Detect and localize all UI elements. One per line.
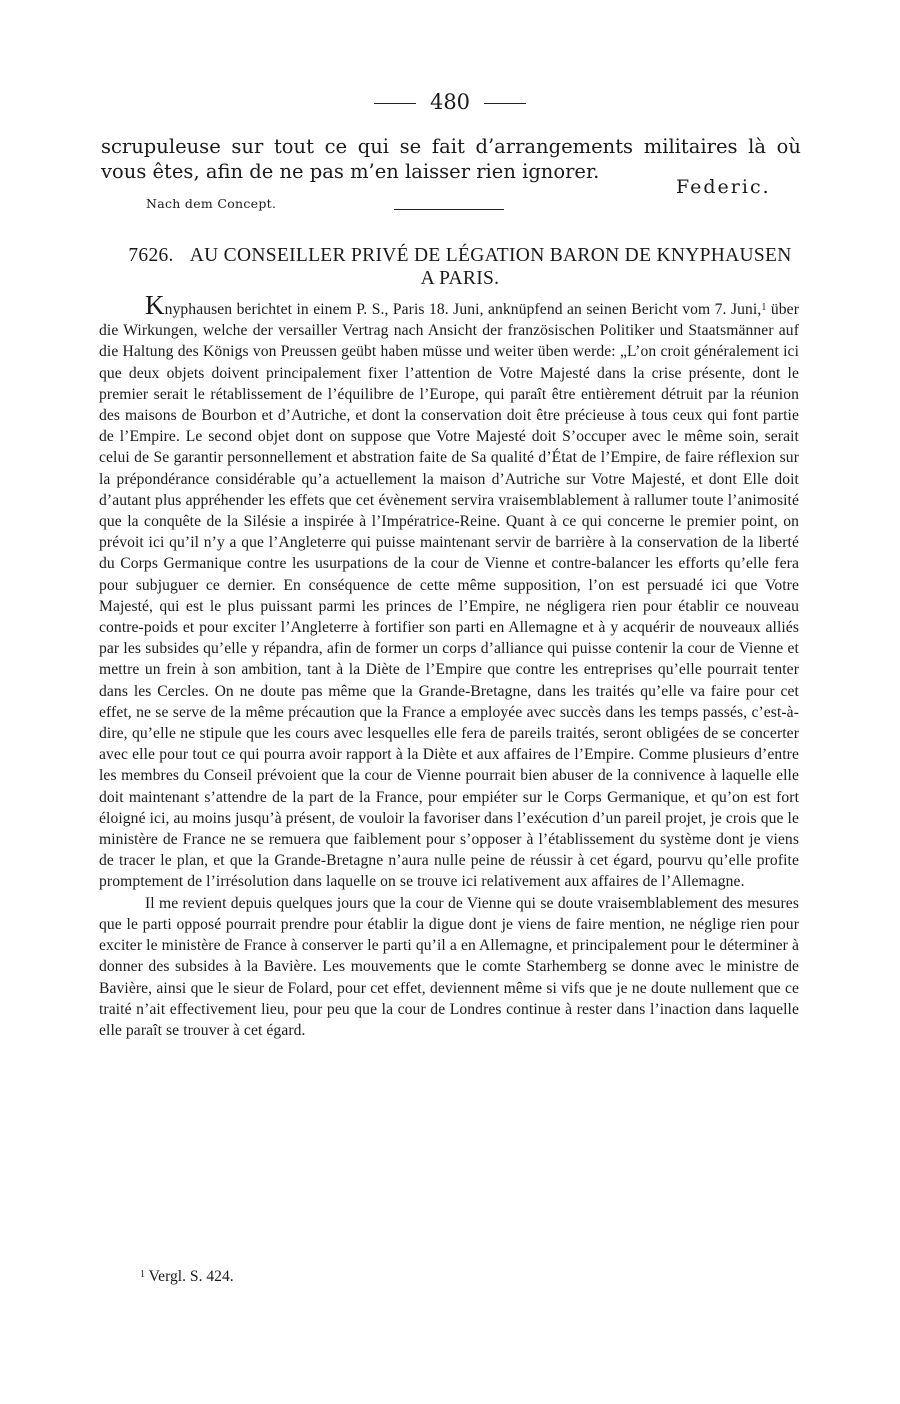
source-note: Nach dem Concept. xyxy=(146,196,277,211)
footnote-reference[interactable]: 1 xyxy=(761,302,767,313)
document-title: AU CONSEILLER PRIVÉ DE LÉGATION BARON DE KNYPHAUSEN A PARIS. xyxy=(189,245,792,289)
document-heading xyxy=(120,244,800,290)
footnote-marker: 1 xyxy=(140,1269,145,1280)
section-divider xyxy=(394,209,504,210)
initial-letter: K xyxy=(145,290,165,320)
header-dash-right xyxy=(484,103,526,104)
body-paragraph: Il me revient depuis quelques jours que la cour de Vienne qui se doute vraisemblablement des mesures que le parti opposé pourrait prendre pour établir la digue dont je viens de faire mention, ne néglige rien pour exciter le ministère de France à conserver le parti qu’il a en Allemagne, et principalement pour le déterminer à donner des subsides à la Bavière. Les mouvements que le comte Starhemberg se donne avec le ministre de Bavière, ainsi que le sieur de Folard, pour cet effet, deviennent même si vifs que je ne doute nullement que ce traité n’ait effectivement lieu, pour peu que la cour de Londres continue à rester dans l’inaction dans laquelle elle paraît se trouver à cet égard. xyxy=(99,894,799,1039)
body-paragraph xyxy=(99,290,799,893)
paragraph-text-b: über die Wirkungen, welche der versailler Vertrag nach Ansicht der französischen Politiker und Staatsmänner auf die Haltung des Königs von Preussen geübt haben müsse und weiter üben werde: „L’on croit généralement ici que deux objets doivent principalement fixer l’attention de Votre Majesté dans la crise présente, dont le premier serait le rétablissement de l’équilibre de l’Europe, qui paraît être entièrement détruit par la réunion des maisons de Bourbon et d’Autriche, et dont la conservation doit être précieuse à tous ceux qui font partie de l’Empire. Le second objet dont on suppose que Votre Majesté doit S’occuper avec le même soin, serait celui de Se garantir personnellement et abstration faite de Sa qualité d’État de l’Empire, de faire réflexion sur la prépondérance considérable qu’a actuellement la maison d’Autriche sur Votre Majesté, et dont Elle doit d’autant plus appréhender les effets que cet évènement servira vraisemblablement à rallumer toute l’animosité que la conquête de la Silésie a inspirée à l’Impératrice-Reine. Quant à ce qui concerne le premier point, on prévoit ici qu’il n’y a que l’Angleterre qui puisse maintenant servir de barrière à la conservation de la liberté du Corps Germanique contre les usurpations de la cour de Vienne et contre-balancer les efforts qu’elle fera pour subjuguer ce dernier. En conséquence de cette même supposition, l’on est persuadé ici que Votre Majesté, qui est le plus puissant parmi les princes de l’Empire, ne négligera rien pour établir ce nouveau contre-poids et pour exciter l’Angleterre à fortifier son parti en Allemagne et à y acquérir de nouveaux alliés par les subsides qu’elle y répandra, afin de former un corps d’alliance qui puisse contenir la cour de Vienne et mettre un frein à son ambition, tant à la Diète de l’Empire que contre les entreprises qu’elle pourrait tenter dans les Cercles. On ne doute pas même que la Grande-Bretagne, dans les traités qu’elle va faire pour cet effet, ne se serve de la même précaution que la France a employée avec succès dans les temps passés, c’est-à-dire, qu’elle ne stipule que les cours avec lesquelles elle fera de pareils traités, seront obligées de se concerter avec elle pour tout ce qui pourra avoir rapport à la Diète et aux affaires de l’Empire. Comme plusieurs d’entre les membres du Conseil prévoient que la cour de Vienne pourrait bien abuser de la connivence à laquelle elle doit maintenant s’attendre de la part de la France, pour empiéter sur le Corps Germanique, et qu’on est fort éloigné ici, au moins jusqu’à présent, de vouloir la favoriser dans l’exécution d’un pareil projet, je crois que le ministère de France ne se remuera que faiblement pour s’opposer à l’établissement du système dont je viens de tracer le plan, et que la Grande-Bretagne n’aura nulle peine de réussir à cet égard, pourvu qu’elle profite promptement de l’irrésolution dans laquelle on se trouve ici relativement aux affaires de l’Allemagne. xyxy=(99,301,799,891)
page-number: 480 xyxy=(429,90,471,114)
letter-body xyxy=(99,290,799,1041)
signature: Federic. xyxy=(676,176,771,198)
footnote-text: Vergl. S. 424. xyxy=(148,1268,234,1285)
paragraph-text-a: nyphausen berichtet in einem P. S., Paris 18. Juni, anknüpfend an seinen Bericht vom 7. Juni, xyxy=(164,301,762,318)
page-header xyxy=(0,90,900,114)
continued-text: scrupuleuse sur tout ce qui se fait d’arrangements militaires là où vous êtes, afin de ne pas m’en laisser rien ignorer. xyxy=(101,135,801,183)
header-dash-left xyxy=(374,103,416,104)
document-number: 7626. xyxy=(128,245,174,266)
footnote xyxy=(140,1268,234,1286)
